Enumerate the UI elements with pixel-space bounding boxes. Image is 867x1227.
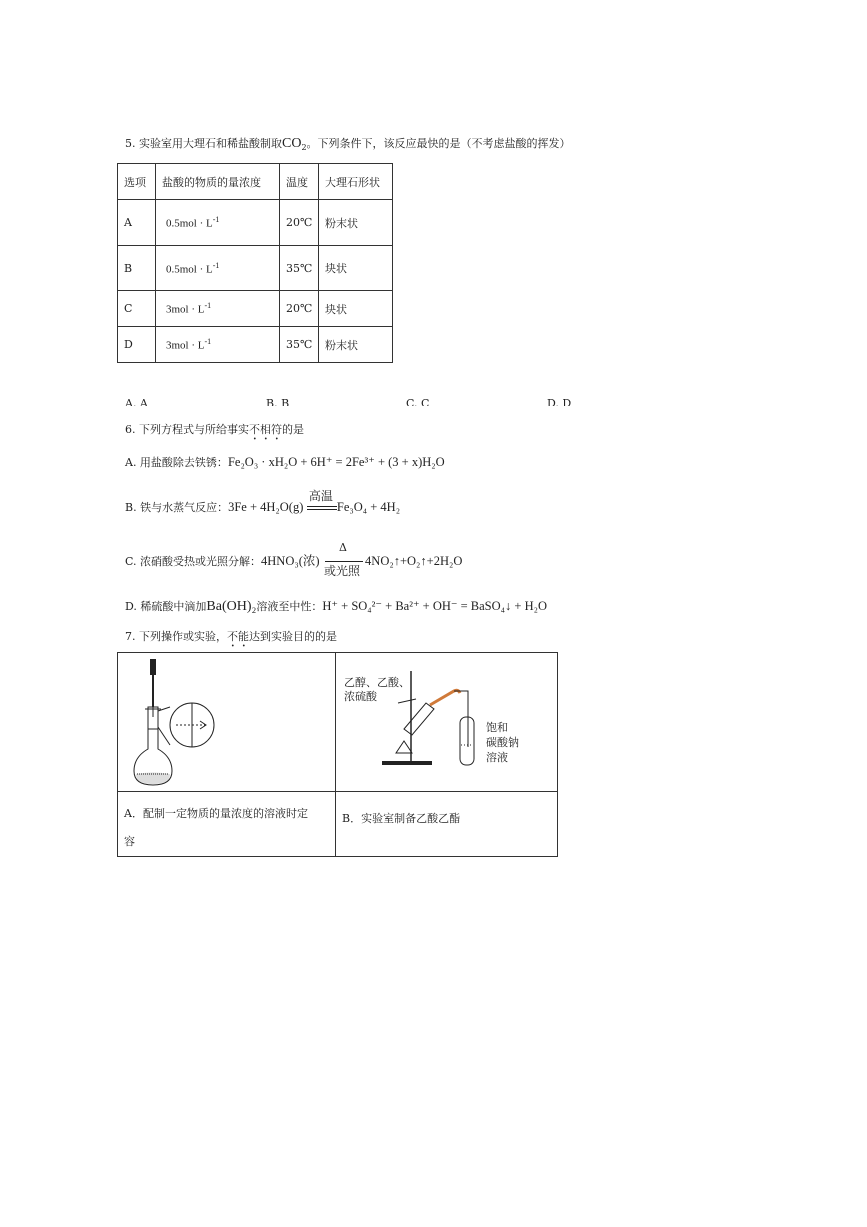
figure-ester-prep-cell xyxy=(336,653,558,792)
option-b-caption: B．实验室制备乙酸乙酯 xyxy=(336,792,558,857)
q6-option-c: C. 浓硝酸受热或光照分解：4HNO₃(浓) Δ 或光照 4NO₂↑+O₂↑+2H₂O xyxy=(125,541,463,578)
table-row: C $3mol \cdot L^{-1}$ 20℃ 块状 xyxy=(118,291,393,327)
q5-choices xyxy=(125,397,585,406)
q6-option-b: B. 铁与水蒸气反应：3Fe + 4H₂O(g) 高温 Fe₃O₄ + 4H₂ xyxy=(125,489,401,514)
ester-apparatus-figure xyxy=(336,653,557,788)
choice-d: D. D xyxy=(547,397,572,406)
q6-stem: 6. 下列方程式与所给事实不相符的是 xyxy=(125,423,304,436)
svg-text:乙醇、乙酸、: 乙醇、乙酸、 xyxy=(344,676,410,689)
option-a-caption: A．配制一定物质的量浓度的溶液时定 容 xyxy=(118,792,336,857)
svg-text:溶液: 溶液 xyxy=(486,751,508,764)
q5-table xyxy=(117,163,393,363)
table-row: D $3mol \cdot L^{-1}$ 35℃ 粉末状 xyxy=(118,327,393,363)
q5-stem: 5. 实验室用大理石和稀盐酸制取$CO_2$。下列条件下，该反应最快的是（不考虑盐酸的挥发） xyxy=(125,136,571,153)
figure-volumetric-flask-cell xyxy=(118,653,336,792)
choice-c: C. C xyxy=(406,397,430,406)
volumetric-flask-figure xyxy=(118,653,335,788)
table-row: A $0.5mol \cdot L^{-1}$ 20℃ 粉末状 xyxy=(118,200,393,246)
q7-table xyxy=(117,652,558,857)
choice-b: B. B xyxy=(266,397,290,406)
table-row: B $0.5mol \cdot L^{-1}$ 35℃ 块状 xyxy=(118,246,393,291)
q6-option-d: D. 稀硫酸中滴加Ba(OH)₂溶液至中性：H⁺ + SO₄²⁻ + Ba²⁺ + OH⁻ = BaSO₄↓ + H₂O xyxy=(125,599,547,614)
svg-text:碳酸钠: 碳酸钠 xyxy=(486,736,519,749)
choice-a: A. A xyxy=(125,397,148,406)
table-header-row: 选项 盐酸的物质的量浓度 温度 大理石形状 xyxy=(118,164,393,200)
svg-text:浓硫酸: 浓硫酸 xyxy=(344,690,377,703)
q7-stem: 7. 下列操作或实验，不能达到实验目的的是 xyxy=(125,630,337,643)
svg-text:饱和: 饱和 xyxy=(486,721,508,734)
q6-option-a: A. 用盐酸除去铁锈：Fe₂O₃ · xH₂O + 6H⁺ = 2Fe³⁺ + (3 + x)H₂O xyxy=(125,455,445,469)
